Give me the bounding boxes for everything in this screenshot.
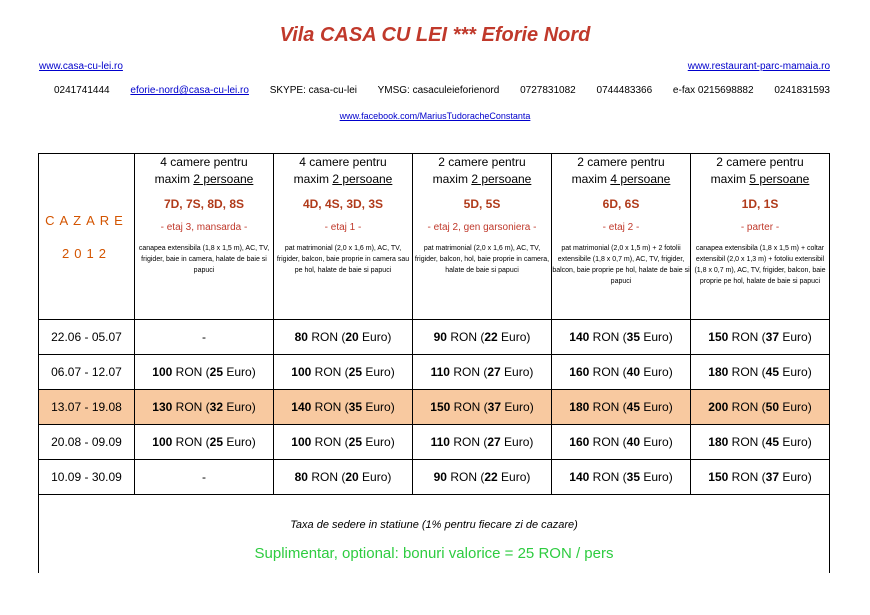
price-euro-unit: Euro) bbox=[358, 330, 392, 344]
price-ron-unit: RON ( bbox=[449, 365, 488, 379]
room-max bbox=[274, 171, 412, 188]
price-euro: 27 bbox=[487, 365, 501, 379]
price-cell bbox=[135, 425, 274, 460]
price-euro-unit: Euro) bbox=[640, 435, 673, 449]
room-max-persons: 2 persoane bbox=[332, 172, 393, 186]
price-euro-unit: Euro) bbox=[500, 435, 534, 449]
price-euro-unit: Euro) bbox=[223, 365, 256, 379]
price-euro: 45 bbox=[626, 400, 641, 414]
price-euro: 50 bbox=[765, 400, 780, 414]
price-euro-unit: Euro) bbox=[500, 365, 534, 379]
room-header bbox=[552, 154, 691, 320]
price-euro-unit: Euro) bbox=[640, 400, 673, 414]
price-ron: 140 bbox=[569, 470, 590, 484]
price-row bbox=[39, 460, 830, 495]
price-euro: 32 bbox=[209, 400, 224, 414]
cazare-word: CAZARE bbox=[45, 212, 128, 228]
room-capacity bbox=[552, 154, 690, 188]
price-ron-unit: RON ( bbox=[172, 365, 210, 379]
price-cell bbox=[552, 390, 691, 425]
header-row bbox=[39, 154, 830, 320]
price-euro-unit: Euro) bbox=[497, 330, 531, 344]
phone-3: 0744483366 bbox=[596, 85, 653, 96]
price-euro: 22 bbox=[484, 470, 498, 484]
footer-row bbox=[39, 495, 830, 574]
price-ron-unit: RON ( bbox=[446, 330, 485, 344]
price-cell bbox=[274, 390, 413, 425]
room-max-persons: 4 persoane bbox=[610, 172, 671, 186]
room-capacity bbox=[691, 154, 829, 188]
price-ron: 90 bbox=[433, 470, 447, 484]
price-euro-unit: Euro) bbox=[223, 400, 256, 414]
room-header bbox=[691, 154, 830, 320]
room-max bbox=[135, 171, 273, 188]
price-ron: 150 bbox=[708, 330, 729, 344]
price-euro-unit: Euro) bbox=[779, 400, 812, 414]
price-ron: 100 bbox=[152, 365, 173, 379]
price-euro: 25 bbox=[348, 365, 363, 379]
price-cell bbox=[274, 355, 413, 390]
price-ron-unit: RON ( bbox=[450, 400, 488, 414]
period-cell: 06.07 - 12.07 bbox=[39, 355, 135, 390]
price-euro-unit: Euro) bbox=[223, 435, 256, 449]
price-cell bbox=[552, 460, 691, 495]
cazare-year: 2012 bbox=[62, 245, 111, 261]
price-cell bbox=[135, 390, 274, 425]
price-ron-unit: RON ( bbox=[728, 435, 766, 449]
price-euro-unit: Euro) bbox=[358, 470, 392, 484]
price-euro: 25 bbox=[348, 435, 363, 449]
room-floor: - etaj 2, gen garsoniera - bbox=[427, 222, 537, 233]
room-floor: - parter - bbox=[740, 222, 780, 233]
price-euro: 20 bbox=[345, 330, 359, 344]
price-empty: - bbox=[202, 470, 206, 484]
room-capacity bbox=[274, 154, 412, 188]
period-cell: 13.07 - 19.08 bbox=[39, 390, 135, 425]
price-cell bbox=[413, 460, 552, 495]
price-euro-unit: Euro) bbox=[779, 365, 812, 379]
price-ron-unit: RON ( bbox=[728, 400, 766, 414]
tax-note: Taxa de sedere in statiune (1% pentru fiecare zi de cazare) bbox=[290, 519, 578, 531]
price-euro: 35 bbox=[348, 400, 363, 414]
price-cell bbox=[552, 320, 691, 355]
room-codes: 7D, 7S, 8D, 8S bbox=[163, 197, 245, 211]
price-euro-unit: Euro) bbox=[779, 435, 812, 449]
price-ron-unit: RON ( bbox=[307, 470, 346, 484]
room-max bbox=[691, 171, 829, 188]
price-ron: 130 bbox=[152, 400, 173, 414]
period-cell: 20.08 - 09.09 bbox=[39, 425, 135, 460]
room-header bbox=[274, 154, 413, 320]
price-ron: 180 bbox=[708, 435, 729, 449]
price-euro-unit: Euro) bbox=[497, 470, 531, 484]
room-header bbox=[413, 154, 552, 320]
price-ron-unit: RON ( bbox=[728, 470, 766, 484]
price-ron: 90 bbox=[433, 330, 447, 344]
price-ron: 180 bbox=[569, 400, 590, 414]
price-cell bbox=[691, 460, 830, 495]
room-max-persons: 2 persoane bbox=[193, 172, 254, 186]
price-ron-unit: RON ( bbox=[589, 470, 627, 484]
period-cell: 10.09 - 30.09 bbox=[39, 460, 135, 495]
price-ron-unit: RON ( bbox=[311, 400, 349, 414]
price-euro: 40 bbox=[626, 435, 641, 449]
room-header bbox=[135, 154, 274, 320]
room-count: 2 camere pentru bbox=[716, 155, 804, 169]
room-codes: 1D, 1S bbox=[741, 197, 779, 211]
extra-note: Suplimentar, optional: bonuri valorice = 25 RON / pers bbox=[254, 545, 614, 562]
page-title: Vila CASA CU LEI *** Eforie Nord bbox=[279, 24, 591, 46]
price-cell bbox=[135, 460, 274, 495]
price-ron: 200 bbox=[708, 400, 729, 414]
price-euro: 25 bbox=[209, 435, 224, 449]
ymsg-id: YMSG: casaculeieforienord bbox=[377, 85, 500, 96]
price-empty: - bbox=[202, 330, 206, 344]
cazare-label-cell bbox=[39, 154, 135, 320]
price-ron-unit: RON ( bbox=[172, 435, 210, 449]
price-ron: 180 bbox=[708, 365, 729, 379]
price-rows bbox=[39, 320, 830, 495]
room-floor: - etaj 1 - bbox=[324, 222, 362, 233]
price-euro: 45 bbox=[765, 435, 780, 449]
price-table bbox=[38, 153, 830, 573]
room-codes: 5D, 5S bbox=[463, 197, 501, 211]
email-link[interactable]: eforie-nord@casa-cu-lei.ro bbox=[130, 85, 249, 96]
price-euro: 35 bbox=[626, 330, 641, 344]
price-euro-unit: Euro) bbox=[362, 365, 395, 379]
room-capacity bbox=[135, 154, 273, 188]
room-max-prefix: maxim bbox=[154, 172, 194, 186]
room-max bbox=[413, 171, 551, 188]
price-cell bbox=[413, 355, 552, 390]
price-euro: 25 bbox=[209, 365, 224, 379]
price-cell bbox=[135, 355, 274, 390]
skype-id: SKYPE: casa-cu-lei bbox=[269, 85, 357, 96]
room-count: 2 camere pentru bbox=[438, 155, 526, 169]
price-euro-unit: Euro) bbox=[362, 400, 395, 414]
price-ron: 110 bbox=[430, 365, 450, 379]
room-max-prefix: maxim bbox=[571, 172, 611, 186]
price-cell bbox=[691, 355, 830, 390]
period-cell: 22.06 - 05.07 bbox=[39, 320, 135, 355]
price-ron-unit: RON ( bbox=[589, 435, 627, 449]
website-link-left[interactable]: www.casa-cu-lei.ro bbox=[39, 61, 123, 72]
price-ron: 160 bbox=[569, 365, 590, 379]
price-euro-unit: Euro) bbox=[640, 330, 673, 344]
room-max bbox=[552, 171, 690, 188]
price-cell bbox=[413, 320, 552, 355]
price-ron: 80 bbox=[294, 470, 308, 484]
price-ron-unit: RON ( bbox=[728, 330, 766, 344]
price-ron-unit: RON ( bbox=[449, 435, 488, 449]
room-floor: - etaj 2 - bbox=[602, 222, 640, 233]
price-row bbox=[39, 390, 830, 425]
price-euro: 35 bbox=[626, 470, 641, 484]
price-cell bbox=[552, 425, 691, 460]
efax: e-fax 0215698882 bbox=[672, 85, 754, 96]
price-euro-unit: Euro) bbox=[779, 470, 812, 484]
price-row bbox=[39, 425, 830, 460]
price-euro: 20 bbox=[345, 470, 359, 484]
website-link-right[interactable]: www.restaurant-parc-mamaia.ro bbox=[687, 61, 830, 72]
price-euro-unit: Euro) bbox=[640, 365, 673, 379]
price-ron: 150 bbox=[708, 470, 729, 484]
price-cell bbox=[274, 425, 413, 460]
price-euro: 40 bbox=[626, 365, 641, 379]
room-count: 4 camere pentru bbox=[299, 155, 387, 169]
facebook-row bbox=[0, 111, 870, 121]
room-count: 4 camere pentru bbox=[160, 155, 248, 169]
price-cell bbox=[413, 425, 552, 460]
room-codes: 4D, 4S, 3D, 3S bbox=[302, 197, 384, 211]
price-ron: 160 bbox=[569, 435, 590, 449]
room-capacity bbox=[413, 154, 551, 188]
price-ron: 140 bbox=[569, 330, 590, 344]
price-row bbox=[39, 355, 830, 390]
price-euro: 37 bbox=[765, 330, 780, 344]
price-ron-unit: RON ( bbox=[311, 365, 349, 379]
room-codes: 6D, 6S bbox=[602, 197, 640, 211]
price-row bbox=[39, 320, 830, 355]
facebook-link[interactable]: www.facebook.com/MariusTudoracheConstanta bbox=[339, 111, 531, 121]
price-euro: 45 bbox=[765, 365, 780, 379]
price-ron: 110 bbox=[430, 435, 450, 449]
price-ron: 100 bbox=[152, 435, 173, 449]
contact-line bbox=[54, 85, 848, 96]
price-euro-unit: Euro) bbox=[362, 435, 395, 449]
room-description: canapea extensibila (1,8 x 1,5 m), AC, TV, frigider, baie in camera, halate de baie si papuci bbox=[138, 245, 270, 274]
room-count: 2 camere pentru bbox=[577, 155, 665, 169]
price-euro-unit: Euro) bbox=[779, 330, 812, 344]
price-ron: 140 bbox=[291, 400, 312, 414]
room-description: canapea extensibila (1,8 x 1,5 m) + coltar extensibil (2,0 x 1,3 m) + fotoliu extensibil (1,8 x 0,7 m), AC, TV, frigider, balcon, baie proprie pe hol, halate de baie si papuci bbox=[694, 245, 826, 285]
price-cell bbox=[552, 355, 691, 390]
room-max-prefix: maxim bbox=[710, 172, 750, 186]
price-ron-unit: RON ( bbox=[728, 365, 766, 379]
phone-2: 0727831082 bbox=[520, 85, 576, 96]
room-description: pat matrimonial (2,0 x 1,6 m), AC, TV, frigider, balcon, hol, baie proprie in camera, halate de baie si papuci bbox=[414, 245, 550, 274]
phone-1: 0241741444 bbox=[54, 85, 110, 96]
price-cell bbox=[274, 460, 413, 495]
phone-4: 0241831593 bbox=[774, 85, 830, 96]
price-ron-unit: RON ( bbox=[589, 400, 627, 414]
room-max-persons: 2 persoane bbox=[471, 172, 532, 186]
room-description: pat matrimonial (2,0 x 1,5 m) + 2 fotolii extensibile (1,8 x 0,7 m), AC, TV, frigider, balcon, baie proprie pe hol, halate de baie si papuci bbox=[552, 245, 690, 285]
price-euro: 37 bbox=[487, 400, 502, 414]
price-cell bbox=[274, 320, 413, 355]
price-cell bbox=[135, 320, 274, 355]
room-max-prefix: maxim bbox=[293, 172, 333, 186]
price-euro-unit: Euro) bbox=[501, 400, 534, 414]
footer-cell bbox=[39, 495, 830, 574]
price-cell bbox=[691, 390, 830, 425]
price-ron: 100 bbox=[291, 365, 312, 379]
price-euro-unit: Euro) bbox=[640, 470, 673, 484]
room-max-prefix: maxim bbox=[432, 172, 472, 186]
price-cell bbox=[691, 425, 830, 460]
price-ron-unit: RON ( bbox=[307, 330, 346, 344]
price-ron-unit: RON ( bbox=[589, 365, 627, 379]
room-description: pat matrimonial (2,0 x 1,6 m), AC, TV, frigider, balcon, baie proprie in camera sau pe hol, halate de baie si papuci bbox=[276, 245, 410, 274]
price-ron: 80 bbox=[294, 330, 308, 344]
room-max-persons: 5 persoane bbox=[749, 172, 810, 186]
price-ron-unit: RON ( bbox=[311, 435, 349, 449]
price-ron-unit: RON ( bbox=[446, 470, 485, 484]
room-floor: - etaj 3, mansarda - bbox=[160, 222, 248, 233]
price-euro: 37 bbox=[765, 470, 780, 484]
price-cell bbox=[413, 390, 552, 425]
price-euro: 22 bbox=[484, 330, 498, 344]
price-ron: 100 bbox=[291, 435, 312, 449]
price-euro: 27 bbox=[487, 435, 501, 449]
price-ron-unit: RON ( bbox=[172, 400, 210, 414]
price-ron: 150 bbox=[430, 400, 451, 414]
price-ron-unit: RON ( bbox=[589, 330, 627, 344]
price-cell bbox=[691, 320, 830, 355]
